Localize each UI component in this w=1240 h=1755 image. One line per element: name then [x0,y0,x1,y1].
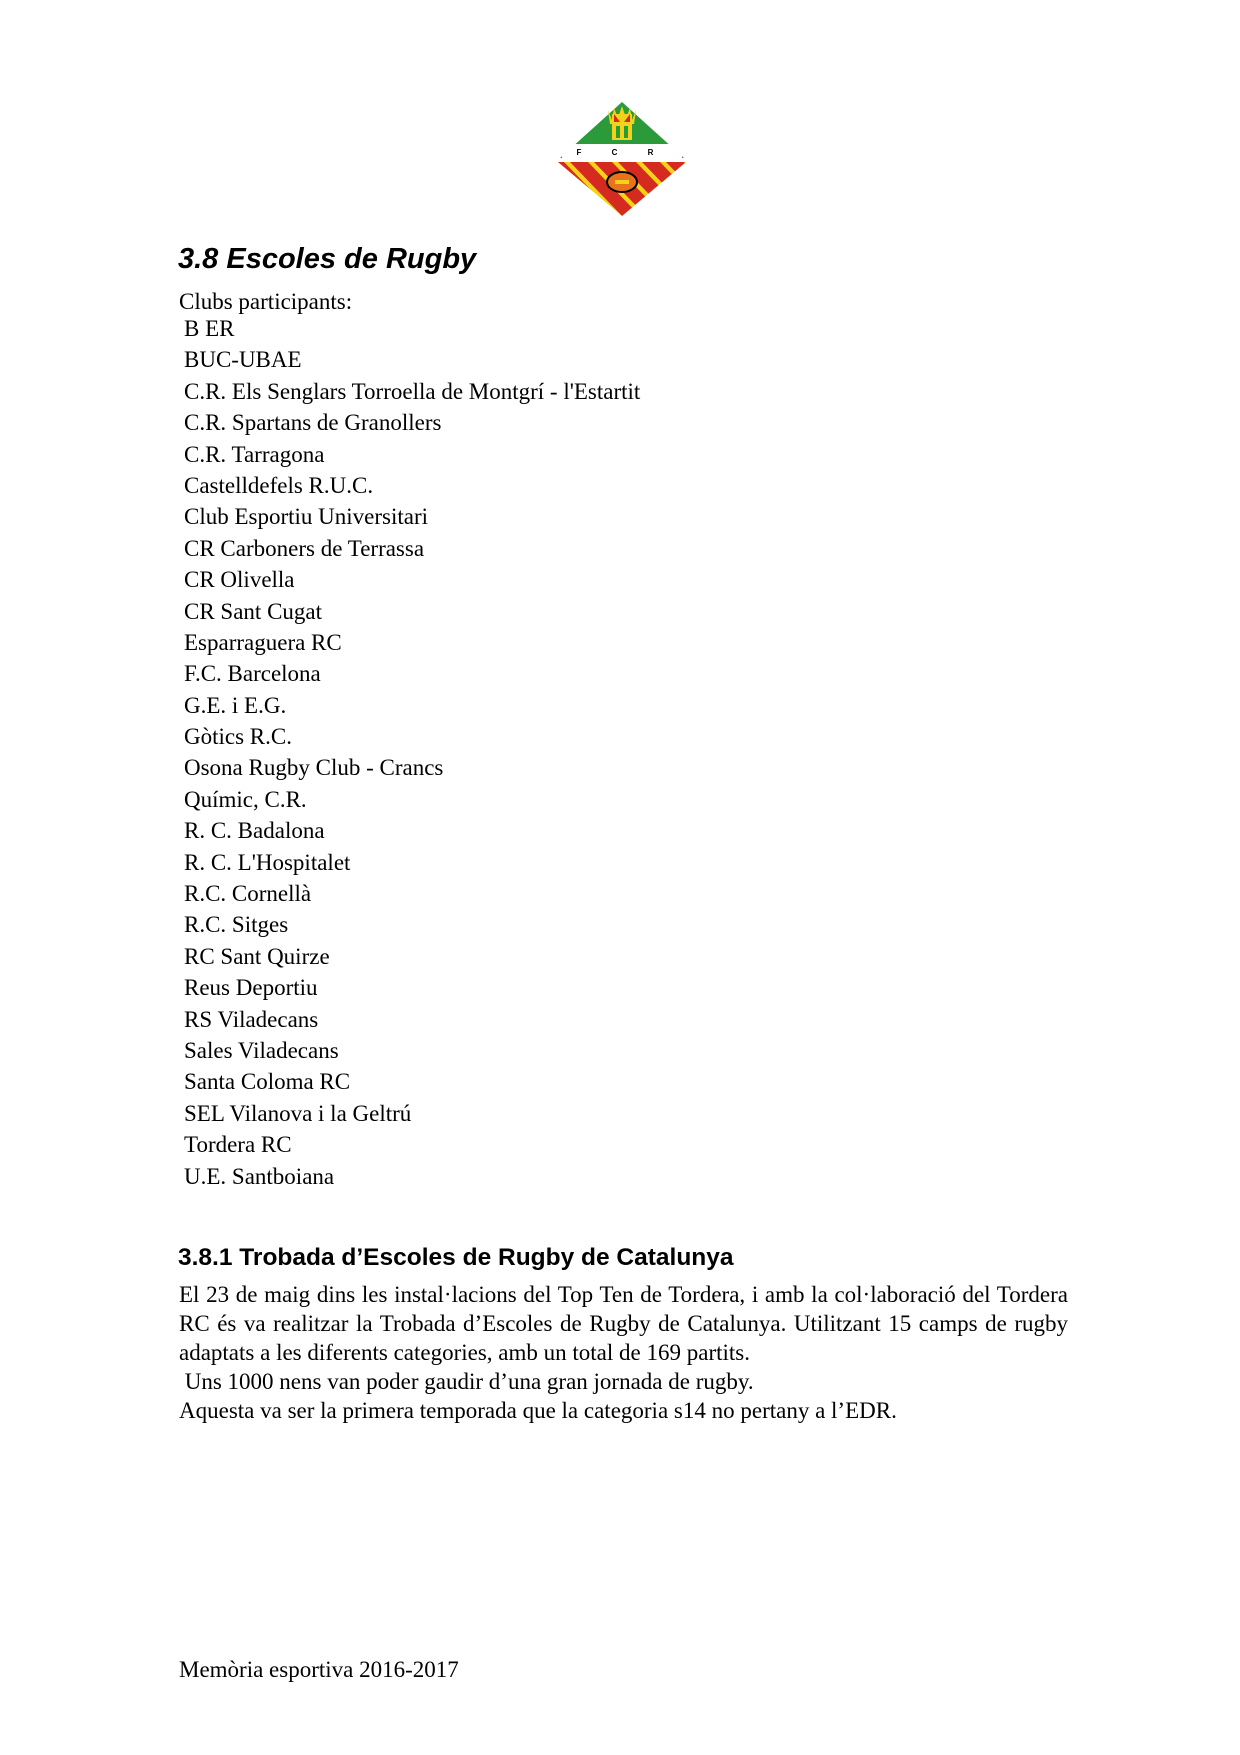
club-list-item: CR Carboners de Terrassa [184,535,425,561]
club-list-item: R.C. Sitges [184,912,289,938]
club-list-item: U.E. Santboiana [184,1163,335,1189]
body-paragraph: El 23 de maig dins les instal·lacions del Top Ten de Tordera, i amb la col·laboració del Tordera RC és va realitzar la Trobada d’Escoles de Rugby de Catalunya. Utilitzant 15 camps de rugby adaptats a les diferents categories, amb un total de 169 partits. [179,1282,1068,1365]
club-list-item: BUC-UBAE [184,347,302,373]
club-list-item: CR Sant Cugat [184,598,323,624]
club-list-item: Tordera RC [184,1132,292,1158]
club-list-item: R.C. Cornellà [184,881,312,907]
body-paragraph: Aquesta va ser la primera temporada que la categoria s14 no pertany a l’EDR. [179,1398,897,1423]
body-paragraph: Uns 1000 nens van poder gaudir d’una gran jornada de rugby. [179,1369,754,1394]
club-list-item: Químic, C.R. [184,786,307,812]
club-list-item: F.C. Barcelona [184,661,321,687]
club-list-item: Reus Deportiu [184,975,318,1001]
club-list-item: Sales Viladecans [184,1037,339,1063]
club-list-item: Castelldefels R.U.C. [184,472,374,498]
logo-letters: F C R [576,148,668,157]
club-list-item: R. C. Badalona [184,818,325,844]
club-list-item: Esparraguera RC [184,629,342,655]
clubs-label: Clubs participants: [179,289,353,314]
club-list-item: C.R. Els Senglars Torroella de Montgrí - l'Estartit [184,378,641,404]
club-list-item: Osona Rugby Club - Crancs [184,755,444,781]
club-list-item: RS Viladecans [184,1006,319,1032]
club-list-item: Club Esportiu Universitari [184,504,429,530]
club-list-item: SEL Vilanova i la Geltrú [184,1100,412,1126]
subsection-body [179,1280,1068,1425]
club-list [184,313,640,1192]
club-list-item: C.R. Tarragona [184,441,325,467]
club-list-item: CR Olivella [184,567,295,593]
club-list-item: G.E. i E.G. [184,692,287,718]
section-title: 3.8 Escoles de Rugby [178,243,477,275]
club-list-item: R. C. L'Hospitalet [184,849,351,875]
page-footer: Memòria esportiva 2016-2017 [179,1657,459,1682]
club-list-item: B ER [184,316,235,341]
fcr-logo [556,100,688,218]
club-list-item: Gòtics R.C. [184,724,292,750]
club-list-item: Santa Coloma RC [184,1069,351,1095]
rugby-ball-icon [607,172,637,192]
subsection-title: 3.8.1 Trobada d’Escoles de Rugby de Catalunya [178,1244,734,1271]
club-list-item: C.R. Spartans de Granollers [184,410,442,436]
club-list-item: RC Sant Quirze [184,943,330,969]
